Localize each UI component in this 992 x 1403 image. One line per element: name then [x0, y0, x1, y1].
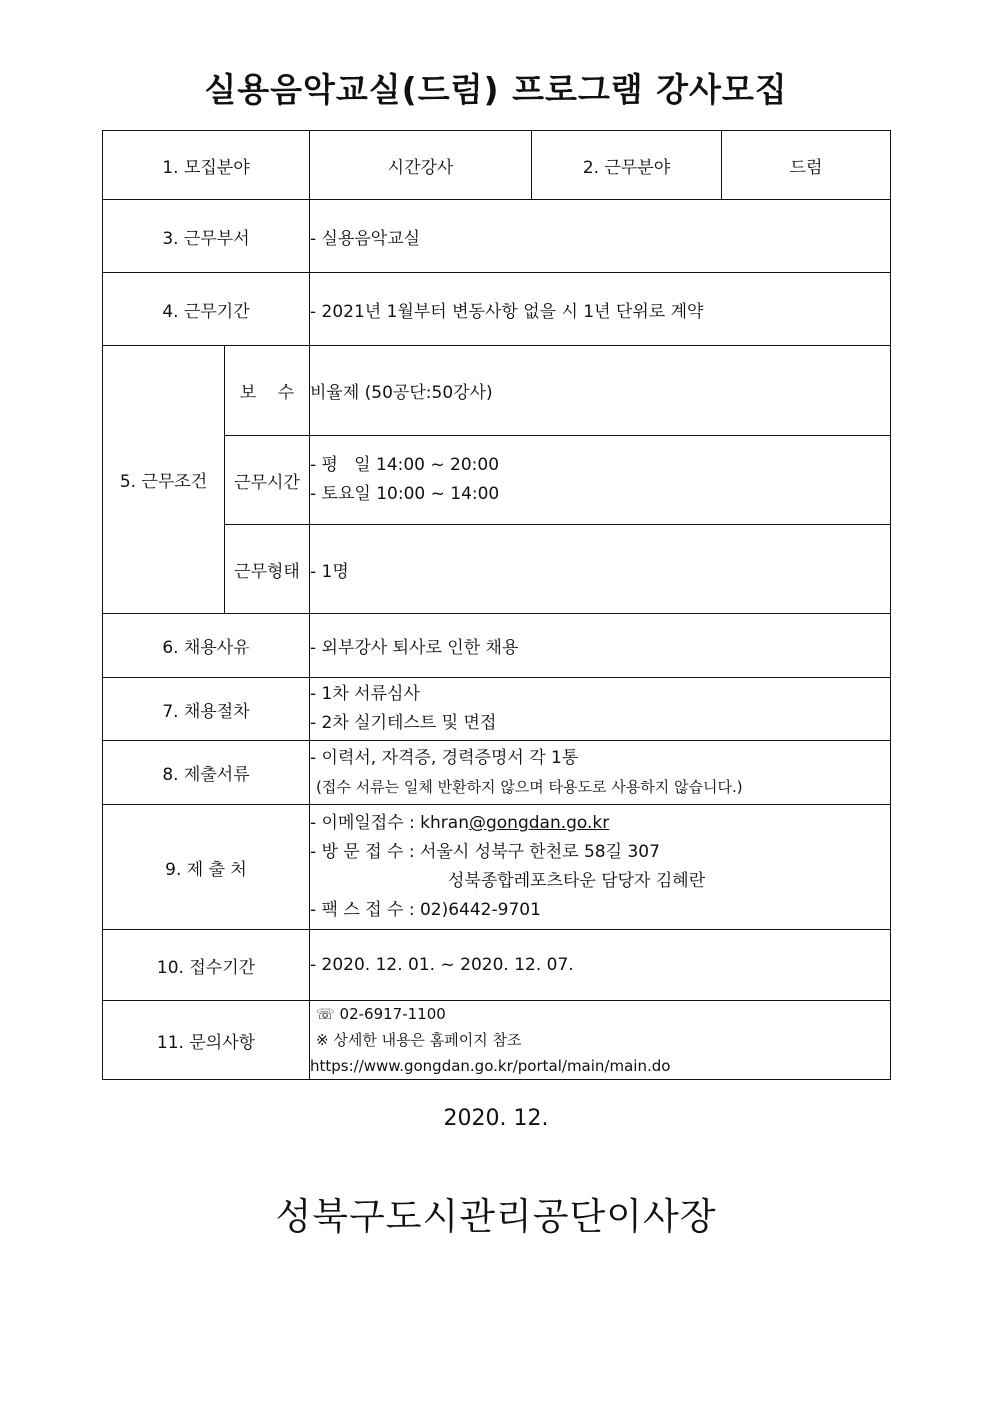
table-row: [103, 131, 891, 200]
procedure-step-1: - 1차 서류심사: [310, 684, 420, 704]
docs-label: 8. 제출서류: [103, 741, 310, 805]
inquiry-phone: ☏ 02-6917-1100: [316, 1005, 446, 1023]
issuer-name: 성북구도시관리공단이사장: [275, 1195, 717, 1238]
reason-label: 6. 채용사유: [103, 614, 310, 678]
procedure-step-2: - 2차 실기테스트 및 면접: [310, 713, 497, 733]
page-title: 실용음악교실(드럼) 프로그램 강사모집: [204, 70, 788, 109]
email-line: [310, 809, 890, 838]
table-row: [103, 741, 891, 805]
procedure-value: [310, 678, 891, 741]
table-row: [103, 1001, 891, 1080]
hours-value: [310, 436, 891, 525]
docs-list: - 이력서, 자격증, 경력증명서 각 1통: [310, 747, 579, 768]
table-row: [103, 273, 891, 346]
hours-label: 근무시간: [225, 436, 310, 525]
inquiry-note: ※ 상세한 내용은 홈페이지 참조: [316, 1031, 522, 1049]
document-date: 2020. 12.: [443, 1106, 549, 1131]
type-label: 근무형태: [225, 525, 310, 614]
type-value: - 1명: [310, 525, 891, 614]
submit-label: 9. 제 출 처: [103, 805, 310, 930]
work-field-label: 2. 근무분야: [532, 131, 722, 200]
docs-value: [310, 741, 891, 805]
recruitment-table: [102, 130, 891, 1080]
hours-weekday: - 평 일 14:00 ~ 20:00: [310, 455, 500, 475]
table-row: [103, 805, 891, 930]
dept-label: 3. 근무부서: [103, 200, 310, 273]
pay-value: 비율제 (50공단:50강사): [310, 346, 891, 436]
conditions-label: 5. 근무조건: [103, 346, 225, 614]
visit-line: - 방 문 접 수 : 서울시 성북구 한천로 58길 307: [310, 842, 660, 862]
docs-note: (접수 서류는 일체 반환하지 않으며 타용도로 사용하지 않습니다.): [316, 777, 743, 796]
inquiry-url[interactable]: https://www.gongdan.go.kr/portal/main/main.do: [310, 1057, 671, 1075]
field-value: 시간강사: [310, 131, 532, 200]
table-row: [103, 678, 891, 741]
inquiry-value: [310, 1001, 891, 1080]
table-row: [103, 930, 891, 1001]
period-label: 4. 근무기간: [103, 273, 310, 346]
table-row: [103, 200, 891, 273]
submit-value: [310, 805, 891, 930]
work-field-value: 드럼: [722, 131, 891, 200]
table-row: [103, 614, 891, 678]
pay-label: 보 수: [225, 346, 310, 436]
visit-contact: 성북종합레포츠타운 담당자 김혜란: [448, 871, 706, 891]
receipt-label: 10. 접수기간: [103, 930, 310, 1001]
dept-value: - 실용음악교실: [310, 200, 891, 273]
table-row: [103, 346, 891, 436]
receipt-value: - 2020. 12. 01. ~ 2020. 12. 07.: [310, 930, 891, 1001]
period-value: - 2021년 1월부터 변동사항 없을 시 1년 단위로 계약: [310, 273, 891, 346]
inquiry-label: 11. 문의사항: [103, 1001, 310, 1080]
email-prefix: - 이메일접수 : khran: [310, 813, 469, 833]
hours-saturday: - 토요일 10:00 ~ 14:00: [310, 484, 500, 504]
field-label: 1. 모집분야: [103, 131, 310, 200]
email-link[interactable]: @gongdan.go.kr: [468, 813, 610, 833]
fax-line: - 팩 스 접 수 : 02)6442-9701: [310, 900, 541, 920]
reason-value: - 외부강사 퇴사로 인한 채용: [310, 614, 891, 678]
procedure-label: 7. 채용절차: [103, 678, 310, 741]
